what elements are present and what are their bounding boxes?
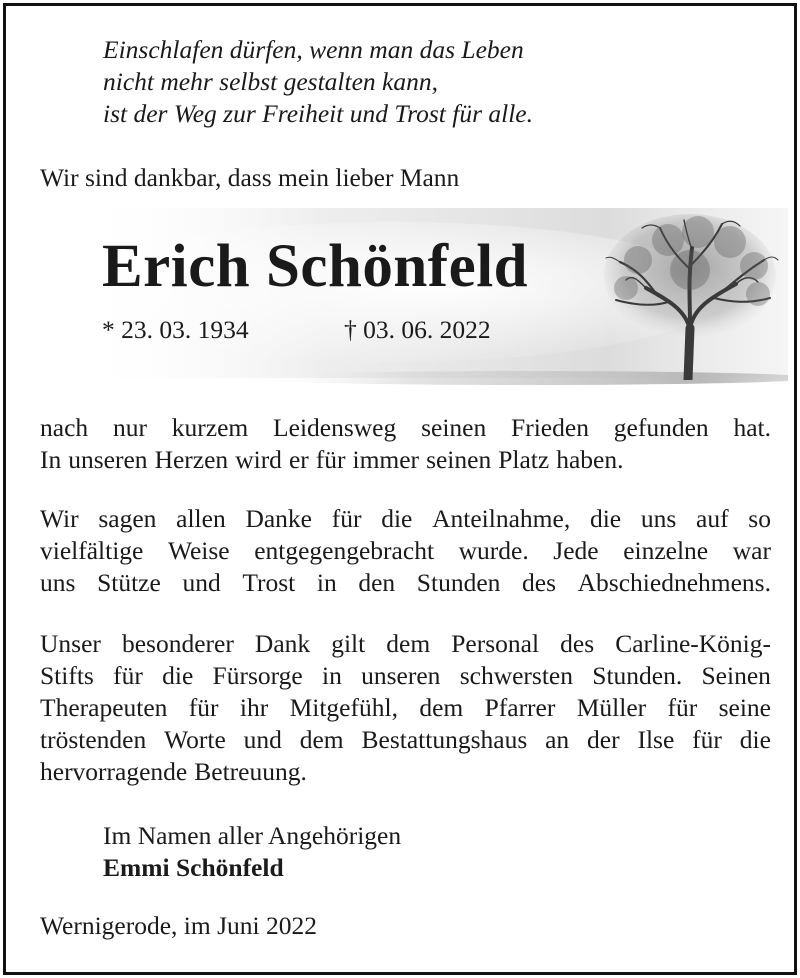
text-line (40, 444, 771, 476)
death-date: † 03. 06. 2022 (344, 315, 491, 344)
word: des (560, 629, 595, 658)
word: entgegengebracht (254, 536, 435, 565)
word: Trost (242, 568, 296, 597)
word: uns (40, 568, 76, 597)
word: unseren (68, 445, 148, 474)
text-line (40, 660, 771, 692)
poem-line: Einschlafen dürfen, wenn man das Leben (103, 35, 524, 64)
word: Seinen (701, 661, 771, 690)
word: Dank (254, 629, 311, 658)
word: sagen (98, 504, 157, 533)
word: für (315, 445, 346, 474)
signoff (103, 820, 401, 884)
word: Weise (167, 536, 230, 565)
word: für (331, 504, 362, 533)
word: seine (718, 693, 771, 722)
word: Therapeuten (40, 693, 168, 722)
word: nur (112, 413, 147, 442)
word: schwersten (459, 661, 573, 690)
text-line (40, 756, 771, 788)
word: Stunden (416, 568, 501, 597)
memorial-poem (103, 34, 533, 130)
word: einzelne (623, 536, 709, 565)
word: Betreuung. (194, 757, 307, 786)
word: die (162, 661, 194, 690)
signoff-line: Im Namen aller Angehörigen (103, 821, 402, 850)
word: ihr (239, 693, 269, 722)
word: gefunden (613, 413, 709, 442)
word: Stunden. (592, 661, 683, 690)
word: Ilse (637, 725, 675, 754)
word: der (587, 725, 620, 754)
word: Carline-König- (615, 629, 771, 658)
signer-name: Emmi Schönfeld (103, 853, 284, 882)
text-line (40, 412, 771, 444)
text-line (40, 567, 771, 599)
word: den (358, 568, 396, 597)
obituary-notice (3, 3, 797, 975)
word: für (692, 725, 722, 754)
word: Leidensweg (273, 413, 397, 442)
deceased-name: Erich Schönfeld (102, 233, 529, 300)
word: gilt (331, 629, 366, 658)
paragraph-special-thanks (40, 628, 771, 788)
word: für (113, 661, 143, 690)
word: Mitgefühl, (289, 693, 398, 722)
word: Wir (40, 504, 79, 533)
word: Jede (553, 536, 599, 565)
word: und (243, 725, 282, 754)
word: Bestattungshaus (361, 725, 528, 754)
word: wird (235, 445, 282, 474)
intro-line: Wir sind dankbar, dass mein lieber Mann (40, 163, 460, 192)
word: immer (352, 445, 420, 474)
word: unseren (361, 661, 441, 690)
word: vielfältige (40, 536, 144, 565)
word: in (316, 568, 337, 597)
text-line (40, 535, 771, 567)
word: Fürsorge (212, 661, 303, 690)
tree-icon (598, 210, 786, 380)
text-line (40, 503, 771, 535)
word: Pfarrer (484, 693, 556, 722)
paragraph-thanks (40, 503, 771, 599)
word: seinen (421, 413, 487, 442)
word: wurde. (458, 536, 529, 565)
word: Müller (576, 693, 647, 722)
word: die (589, 504, 622, 533)
word: so (748, 504, 771, 533)
paragraph-peace (40, 412, 771, 476)
word: Worte (164, 725, 226, 754)
birth-date: * 23. 03. 1934 (102, 315, 249, 344)
word: des (522, 568, 557, 597)
word: Danke (245, 504, 313, 533)
word: für (188, 693, 219, 722)
word: Frieden (511, 413, 589, 442)
word: er (288, 445, 309, 474)
word: dem (299, 725, 344, 754)
word: Platz (498, 445, 550, 474)
word: für (667, 693, 698, 722)
word: Abschiednehmens. (577, 568, 771, 597)
word: dem (386, 629, 431, 658)
word: hervorragende (40, 757, 188, 786)
word: war (732, 536, 771, 565)
word: nach (40, 413, 89, 442)
word: Anteilnahme, (432, 504, 571, 533)
word: Stifts (40, 661, 94, 690)
word: und (182, 568, 221, 597)
word: die (739, 725, 771, 754)
word: In (40, 445, 62, 474)
word: seinen (426, 445, 492, 474)
word: dem (419, 693, 464, 722)
word: Unser (40, 629, 101, 658)
text-line (40, 724, 771, 756)
text-line (40, 628, 771, 660)
name-banner (76, 202, 788, 394)
word: besonderer (121, 629, 234, 658)
place-date: Wernigerode, im Juni 2022 (40, 911, 317, 940)
word: tröstenden (40, 725, 147, 754)
poem-line: nicht mehr selbst gestalten kann, (103, 67, 438, 96)
text-line (40, 692, 771, 724)
word: allen (176, 504, 226, 533)
word: die (381, 504, 413, 533)
word: Herzen (154, 445, 229, 474)
poem-line: ist der Weg zur Freiheit und Trost für alle. (103, 99, 533, 128)
word: auf (696, 504, 729, 533)
word: an (545, 725, 570, 754)
word: Stütze (97, 568, 161, 597)
word: kurzem (171, 413, 249, 442)
word: in (322, 661, 342, 690)
word: uns (640, 504, 677, 533)
word: Personal (451, 629, 540, 658)
word: haben. (556, 445, 624, 474)
word: hat. (733, 413, 771, 442)
